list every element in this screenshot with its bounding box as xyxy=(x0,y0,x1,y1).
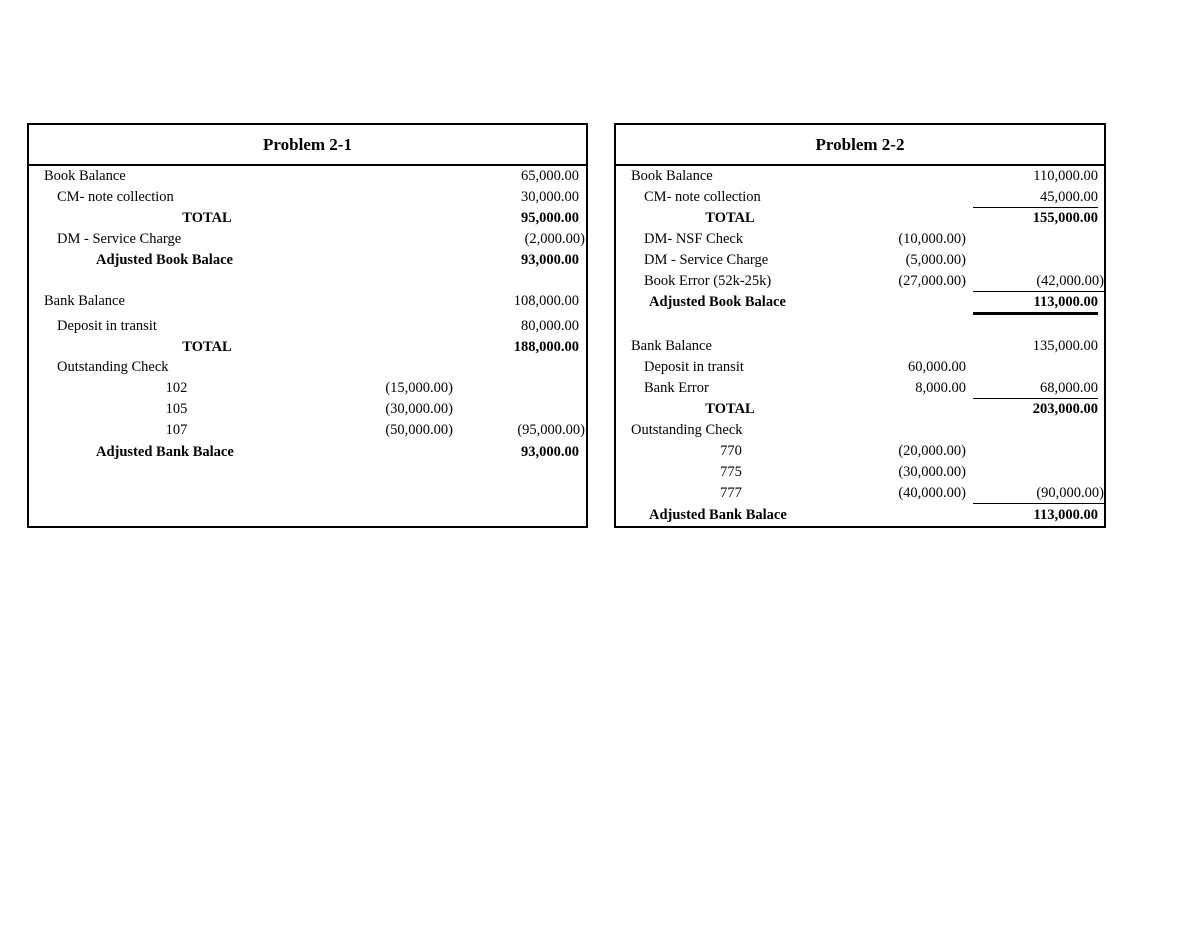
row-label: DM - Service Charge xyxy=(57,231,182,247)
row-sub-amount: (30,000.00) xyxy=(898,464,966,480)
row-total-amount: (90,000.00) xyxy=(973,484,1104,504)
p22-row xyxy=(616,421,1104,441)
row-label: Deposit in transit xyxy=(644,359,744,375)
row-label: Bank Error xyxy=(644,380,709,396)
p21-row xyxy=(29,400,586,420)
row-label: Adjusted Bank Balace xyxy=(649,507,787,523)
row-sub-amount: (20,000.00) xyxy=(898,443,966,459)
row-label: TOTAL xyxy=(705,210,755,226)
row-label: 105 xyxy=(165,401,188,417)
row-total-amount: 113,000.00 xyxy=(973,293,1098,315)
row-label: Outstanding Check xyxy=(631,422,743,438)
p22-row xyxy=(616,379,1104,399)
row-total-amount: (2,000.00) xyxy=(524,231,585,247)
row-label: Adjusted Book Balace xyxy=(96,252,233,268)
p22-row xyxy=(616,400,1104,420)
row-label: Bank Balance xyxy=(44,293,125,309)
row-label: CM- note collection xyxy=(57,189,174,205)
row-total-amount: 65,000.00 xyxy=(521,168,579,184)
p22-row xyxy=(616,251,1104,271)
row-total-amount: 113,000.00 xyxy=(1033,507,1098,523)
p22-row xyxy=(616,442,1104,462)
row-label: 770 xyxy=(720,443,742,459)
row-total-amount: 93,000.00 xyxy=(521,252,579,268)
row-total-amount: 80,000.00 xyxy=(521,318,579,334)
row-total-amount: 95,000.00 xyxy=(521,210,579,226)
p21-row xyxy=(29,338,586,358)
row-label: Deposit in transit xyxy=(57,318,157,334)
row-total-amount: 135,000.00 xyxy=(1032,338,1098,354)
row-total-amount: 203,000.00 xyxy=(1032,401,1098,417)
row-label: TOTAL xyxy=(182,210,232,226)
p21-row xyxy=(29,292,586,312)
p22-row xyxy=(616,337,1104,357)
row-label: 107 xyxy=(165,422,188,438)
row-total-amount: 155,000.00 xyxy=(1032,210,1098,226)
p21-row xyxy=(29,421,586,441)
row-total-amount: (95,000.00) xyxy=(517,422,585,438)
p22-row xyxy=(616,167,1104,187)
row-total-amount: (42,000.00) xyxy=(973,272,1104,292)
p21-row xyxy=(29,379,586,399)
p22-row xyxy=(616,293,1104,313)
row-total-amount: 108,000.00 xyxy=(513,293,579,309)
problem-2-2-panel xyxy=(614,123,1106,528)
p21-row xyxy=(29,188,586,208)
row-label: CM- note collection xyxy=(644,189,761,205)
row-label: Book Error (52k-25k) xyxy=(644,273,772,289)
row-sub-amount: (27,000.00) xyxy=(898,273,966,289)
row-label: TOTAL xyxy=(705,401,755,417)
row-sub-amount: (40,000.00) xyxy=(898,485,966,501)
row-label: TOTAL xyxy=(182,339,232,355)
row-sub-amount: 60,000.00 xyxy=(908,359,966,375)
row-label: DM - Service Charge xyxy=(644,252,769,268)
problem-2-1-title: Problem 2-1 xyxy=(29,125,586,166)
p21-row xyxy=(29,317,586,337)
p21-row xyxy=(29,443,586,463)
p22-row xyxy=(616,230,1104,250)
row-total-amount: 110,000.00 xyxy=(1033,168,1098,184)
row-total-amount: 68,000.00 xyxy=(973,379,1098,399)
row-sub-amount: (5,000.00) xyxy=(905,252,966,268)
row-label: 775 xyxy=(720,464,742,480)
row-sub-amount: (30,000.00) xyxy=(385,401,453,417)
p22-row xyxy=(616,506,1104,526)
row-label: Bank Balance xyxy=(631,338,712,354)
row-label: 777 xyxy=(720,485,742,501)
row-total-amount: 45,000.00 xyxy=(973,188,1098,208)
p21-row xyxy=(29,209,586,229)
row-sub-amount: (10,000.00) xyxy=(898,231,966,247)
row-sub-amount: 8,000.00 xyxy=(915,380,966,396)
row-sub-amount: (50,000.00) xyxy=(385,422,453,438)
p22-row xyxy=(616,358,1104,378)
row-total-amount: 93,000.00 xyxy=(521,444,579,460)
row-label: Outstanding Check xyxy=(57,359,169,375)
problem-2-2-title: Problem 2-2 xyxy=(616,125,1104,166)
problem-2-1-panel xyxy=(27,123,588,528)
p22-row xyxy=(616,209,1104,229)
p22-row xyxy=(616,272,1104,292)
row-label: Adjusted Bank Balace xyxy=(96,444,234,460)
p21-row xyxy=(29,167,586,187)
p22-row xyxy=(616,188,1104,208)
row-sub-amount: (15,000.00) xyxy=(385,380,453,396)
row-label: 102 xyxy=(165,380,188,396)
row-total-amount: 30,000.00 xyxy=(521,189,579,205)
row-label: Book Balance xyxy=(631,168,713,184)
p21-row xyxy=(29,358,586,378)
row-label: DM- NSF Check xyxy=(644,231,744,247)
row-label: Adjusted Book Balace xyxy=(649,294,786,310)
row-label: Book Balance xyxy=(44,168,126,184)
p21-row xyxy=(29,230,586,250)
row-total-amount: 188,000.00 xyxy=(513,339,579,355)
p21-row xyxy=(29,251,586,271)
p22-row xyxy=(616,484,1104,504)
p22-row xyxy=(616,463,1104,483)
